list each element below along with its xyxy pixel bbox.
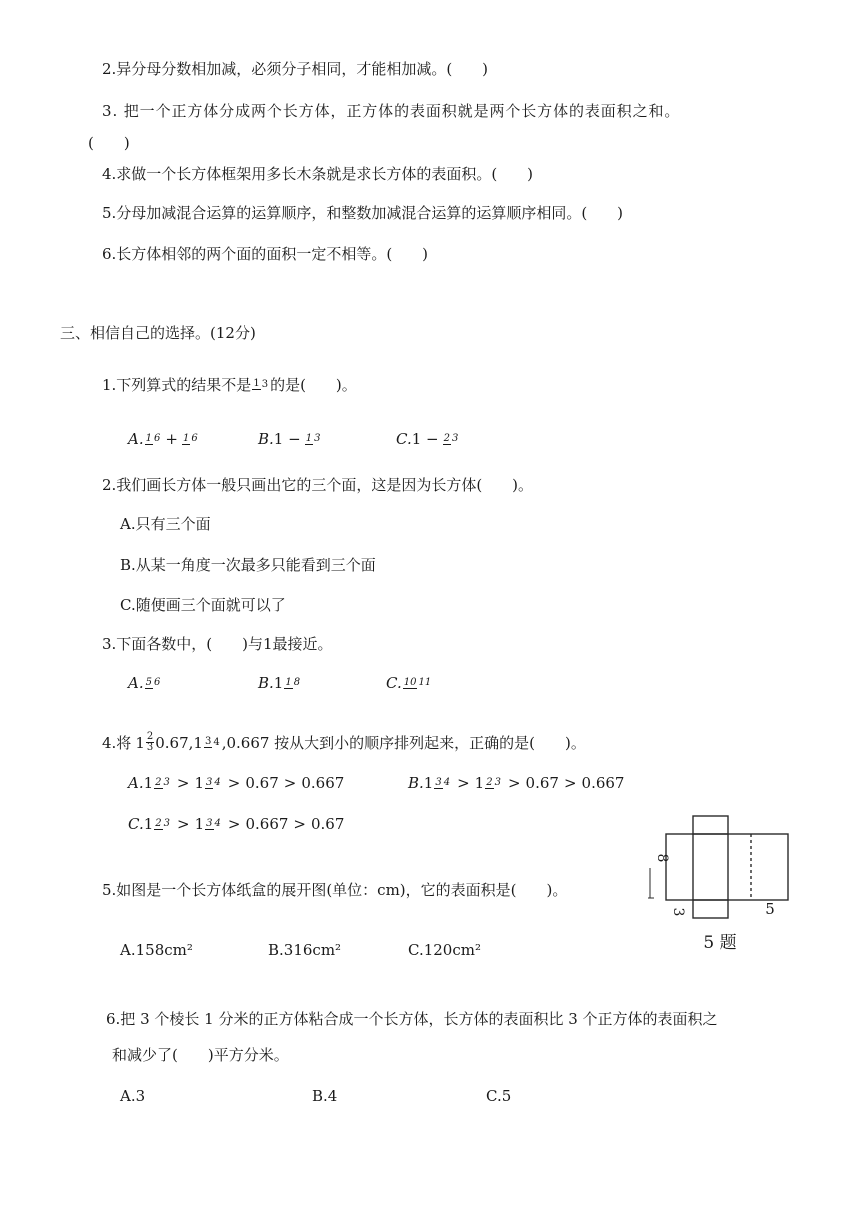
mc1-option-c	[396, 430, 460, 448]
gt-sign: >	[293, 815, 306, 833]
plus-sign: +	[165, 430, 178, 448]
mc1-stem-fraction	[252, 379, 269, 390]
fraction	[284, 678, 301, 689]
mc5-option-b: B.316cm²	[268, 941, 342, 959]
fraction-denominator: 6	[191, 433, 198, 444]
fraction-numerator: 1	[145, 432, 152, 444]
mc6-option-b: B.4	[312, 1087, 338, 1105]
mc4-option-c: C. 1 2 3 > 1 3 4 > 0.667 > 0.67	[128, 815, 345, 833]
fraction-numerator: 2	[486, 776, 493, 788]
fraction-numerator: 1	[305, 432, 313, 444]
fraction	[485, 778, 502, 789]
fraction-numerator: 3	[206, 817, 213, 829]
fraction	[403, 678, 432, 689]
dimension-label-8: 8	[654, 853, 670, 863]
gt-sign: >	[283, 774, 297, 792]
mc1-stem-pre: 1.下列算式的结果不是	[102, 376, 252, 394]
expression-text: 1 −	[273, 430, 301, 448]
mc-question-1	[102, 374, 357, 395]
gt-sign: >	[227, 815, 241, 833]
mc2-option-c: C.随便画三个面就可以了	[120, 596, 286, 614]
fraction-numerator: 2	[146, 731, 154, 742]
fraction-numerator: 10	[403, 676, 417, 688]
mc-question-2: 2.我们画长方体一般只画出它的三个面，这是因为长方体( )。	[102, 476, 534, 494]
fraction	[154, 778, 171, 789]
fraction	[146, 732, 154, 753]
fraction-numerator: 5	[145, 676, 152, 688]
tf-question-2: 2.异分母分数相加减，必须分子相同，才能相加减。( )	[102, 60, 489, 78]
fraction-denominator: 6	[153, 677, 161, 688]
mc4-option-b: B. 1 3 4 > 1 2 3 > 0.67 > 0.667	[408, 774, 625, 792]
tf-question-5: 5.分母加减混合运算的运算顺序，和整数加减混合运算的运算顺序相同。( )	[102, 204, 624, 222]
value: 0.667	[581, 774, 625, 792]
mc-question-4	[102, 732, 586, 753]
mc6-option-a: A.3	[120, 1087, 146, 1105]
fraction-denominator: 6	[153, 433, 161, 444]
mc5-option-a: A.158cm²	[120, 941, 193, 959]
option-label: C.	[396, 430, 412, 448]
mc4-stem-pre: 4.将	[102, 734, 132, 752]
fraction-denominator: 3	[451, 433, 459, 444]
fraction	[205, 778, 222, 789]
tf-question-6: 6.长方体相邻的两个面的面积一定不相等。( )	[102, 245, 429, 263]
tf-question-3-line1: 3. 把一个正方体分成两个长方体，正方体的表面积就是两个长方体的表面积之和。	[102, 102, 681, 120]
option-label: A.	[128, 774, 144, 792]
mc5-option-c: C.120cm²	[408, 941, 481, 959]
option-label: C.	[386, 674, 402, 692]
mc-question-6-line2: 和减少了( )平方分米。	[112, 1046, 289, 1064]
fraction-denominator: 11	[418, 677, 432, 688]
fraction	[443, 434, 460, 445]
fraction-denominator: 4	[214, 818, 221, 829]
fraction-denominator: 3	[163, 818, 171, 829]
gt-sign: >	[227, 774, 241, 792]
value: 0.67	[311, 815, 345, 833]
tf-question-4: 4.求做一个长方体框架用多长木条就是求长方体的表面积。( )	[102, 165, 534, 183]
value: 0.67	[525, 774, 559, 792]
box-net-figure	[638, 808, 798, 958]
fraction	[305, 434, 322, 445]
fraction-numerator: 1	[253, 378, 260, 389]
mc4-option-a: A. 1 2 3 > 1 3 4 > 0.67 > 0.667	[128, 774, 345, 792]
gt-sign: >	[507, 774, 521, 792]
fraction	[182, 434, 199, 445]
mc4-stem-post: ,0.667 按从大到小的顺序排列起来，正确的是( )。	[221, 734, 586, 752]
fraction-denominator: 3	[314, 433, 321, 444]
mc-question-3: 3.下面各数中，( )与1最接近。	[102, 635, 333, 653]
gt-sign: >	[457, 774, 470, 792]
mc6-option-c: C.5	[486, 1087, 512, 1105]
fraction-denominator: 4	[214, 777, 221, 788]
fraction-denominator: 4	[213, 736, 220, 748]
option-label: C.	[128, 815, 144, 833]
fraction-numerator: 3	[206, 776, 213, 788]
option-label: A.	[128, 430, 144, 448]
tf-question-3-line2: ( )	[88, 134, 130, 152]
gt-sign: >	[176, 774, 190, 792]
whole-number: 1	[273, 674, 284, 692]
fraction	[204, 737, 221, 748]
mc-question-5: 5.如图是一个长方体纸盒的展开图(单位：cm)，它的表面积是( )。	[102, 881, 568, 899]
mc3-option-b	[258, 674, 302, 692]
fraction-numerator: 2	[155, 817, 162, 829]
figure-caption: 5 题	[703, 933, 737, 953]
section-3-title: 三、相信自己的选择。(12分)	[60, 324, 256, 342]
option-label: B.	[258, 674, 274, 692]
value: 0.667	[245, 815, 289, 833]
fraction	[145, 434, 162, 445]
fraction-denominator: 3	[146, 742, 154, 753]
mc1-option-b	[258, 430, 322, 448]
mc3-option-a	[128, 674, 162, 692]
mc3-option-c	[386, 674, 433, 692]
fraction-numerator: 1	[182, 432, 190, 444]
fraction	[434, 778, 451, 789]
gt-sign: >	[177, 815, 190, 833]
fraction-denominator: 3	[494, 777, 501, 788]
fraction	[154, 819, 171, 830]
mc2-option-a: A.只有三个面	[120, 515, 211, 533]
mc-question-6-line1: 6.把 3 个棱长 1 分米的正方体粘合成一个长方体，长方体的表面积比 3 个正方体的表面积之	[106, 1010, 718, 1028]
mc1-option-a	[128, 430, 200, 448]
fraction-numerator: 1	[285, 676, 292, 688]
fraction-numerator: 2	[443, 432, 450, 444]
gt-sign: >	[563, 774, 577, 792]
fraction-numerator: 3	[204, 736, 212, 747]
fraction	[145, 678, 162, 689]
mc1-stem-post: 的是( )。	[270, 376, 357, 394]
value: 0.667	[301, 774, 345, 792]
option-label: B.	[408, 774, 424, 792]
fraction-numerator: 3	[435, 776, 442, 788]
dimension-label-3: 3	[670, 907, 686, 917]
fraction-denominator: 4	[443, 777, 451, 788]
dimension-label-5: 5	[765, 900, 775, 918]
fraction-denominator: 3	[163, 777, 170, 788]
mixed-number: 1 $\frac{2}{3}$	[135, 731, 154, 753]
mc4-stem-nums: 0.67,1	[155, 733, 203, 752]
fraction-numerator: 2	[155, 776, 162, 788]
value: 0.67	[245, 774, 279, 792]
fraction-denominator: 8	[293, 677, 301, 688]
option-label: A.	[128, 674, 144, 692]
mc2-option-b: B.从某一角度一次最多只能看到三个面	[120, 556, 376, 574]
fraction	[205, 819, 222, 830]
fraction-denominator: 3	[261, 378, 269, 390]
option-label: B.	[258, 430, 274, 448]
expression-text: 1 −	[411, 430, 439, 448]
